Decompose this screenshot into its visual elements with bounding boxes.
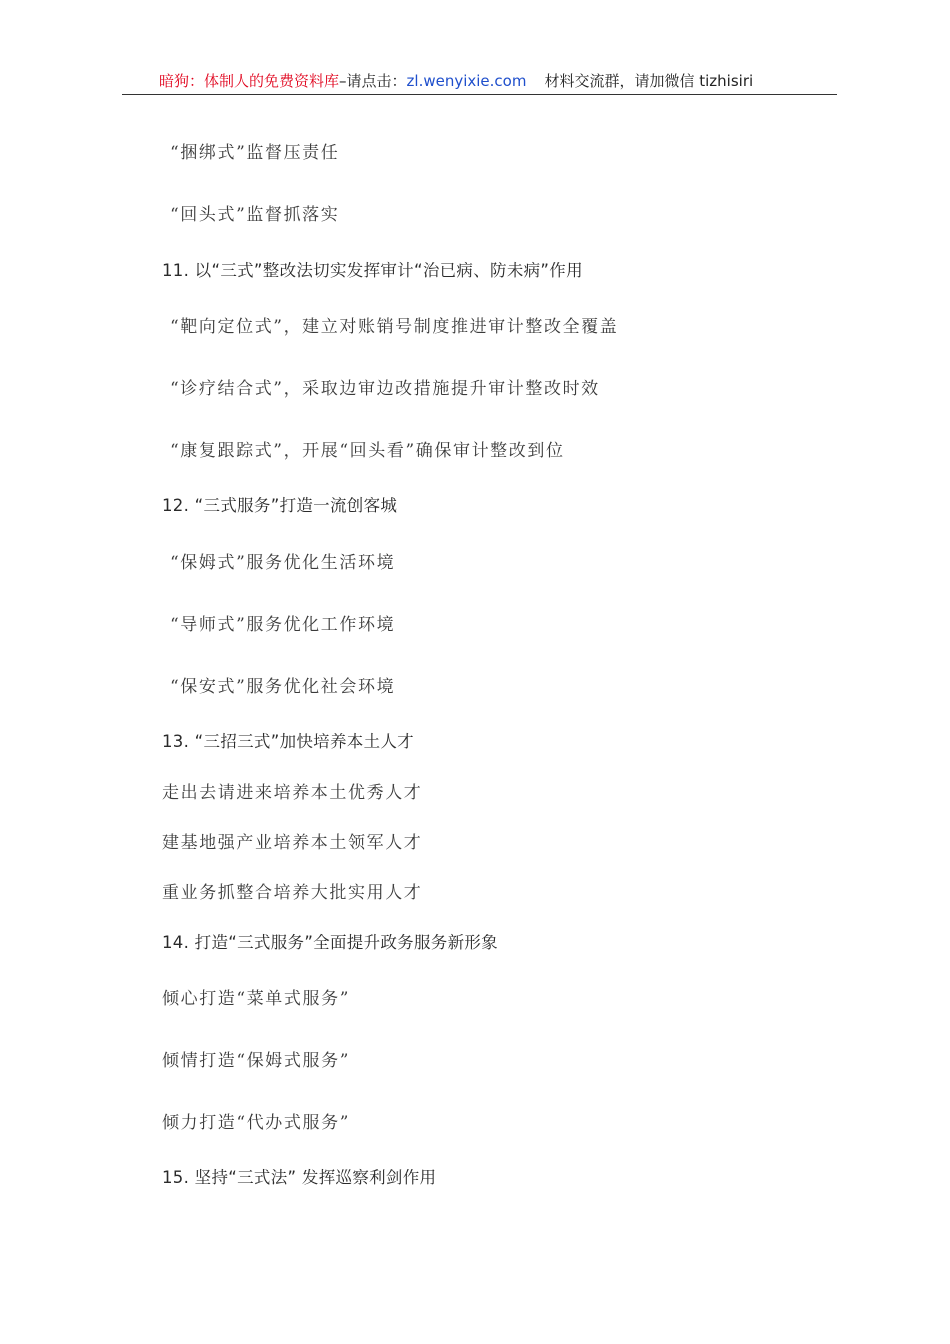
item-line: 倾情打造“保姆式服务” — [162, 1051, 350, 1071]
item-line: 走出去请进来培养本土优秀人才 — [162, 783, 423, 803]
item-line: 倾力打造“代办式服务” — [162, 1113, 350, 1133]
item-line: “保姆式”服务优化生活环境 — [170, 553, 396, 573]
header-prompt: –请点击： — [339, 72, 407, 90]
section-heading-13: 13. “三招三式”加快培养本土人才 — [162, 732, 414, 751]
header-link[interactable]: zl.wenyixie.com — [406, 72, 527, 90]
section-heading-14: 14. 打造“三式服务”全面提升政务服务新形象 — [162, 933, 498, 952]
section-heading-15: 15. 坚持“三式法” 发挥巡察利剑作用 — [162, 1168, 437, 1187]
header-wechat-note: 材料交流群，请加微信 tizhisiri — [544, 72, 754, 90]
header-brand: 暗狗：体制人的免费资料库 — [159, 72, 340, 90]
item-line: “导师式”服务优化工作环境 — [170, 615, 396, 635]
item-line: “捆绑式”监督压责任 — [170, 143, 340, 163]
item-line: 建基地强产业培养本土领军人才 — [162, 833, 423, 853]
item-line: “诊疗结合式”，采取边审边改措施提升审计整改时效 — [170, 379, 600, 399]
page-header — [122, 68, 837, 95]
item-line: “回头式”监督抓落实 — [170, 205, 340, 225]
item-line: “康复跟踪式”，开展“回头看”确保审计整改到位 — [170, 441, 565, 461]
item-line: 倾心打造“菜单式服务” — [162, 989, 350, 1009]
item-line: “保安式”服务优化社会环境 — [170, 677, 396, 697]
section-heading-12: 12. “三式服务”打造一流创客城 — [162, 496, 398, 515]
item-line: “靶向定位式”，建立对账销号制度推进审计整改全覆盖 — [170, 317, 619, 337]
item-line: 重业务抓整合培养大批实用人才 — [162, 883, 423, 903]
section-heading-11: 11. 以“三式”整改法切实发挥审计“治已病、防未病”作用 — [162, 261, 583, 280]
